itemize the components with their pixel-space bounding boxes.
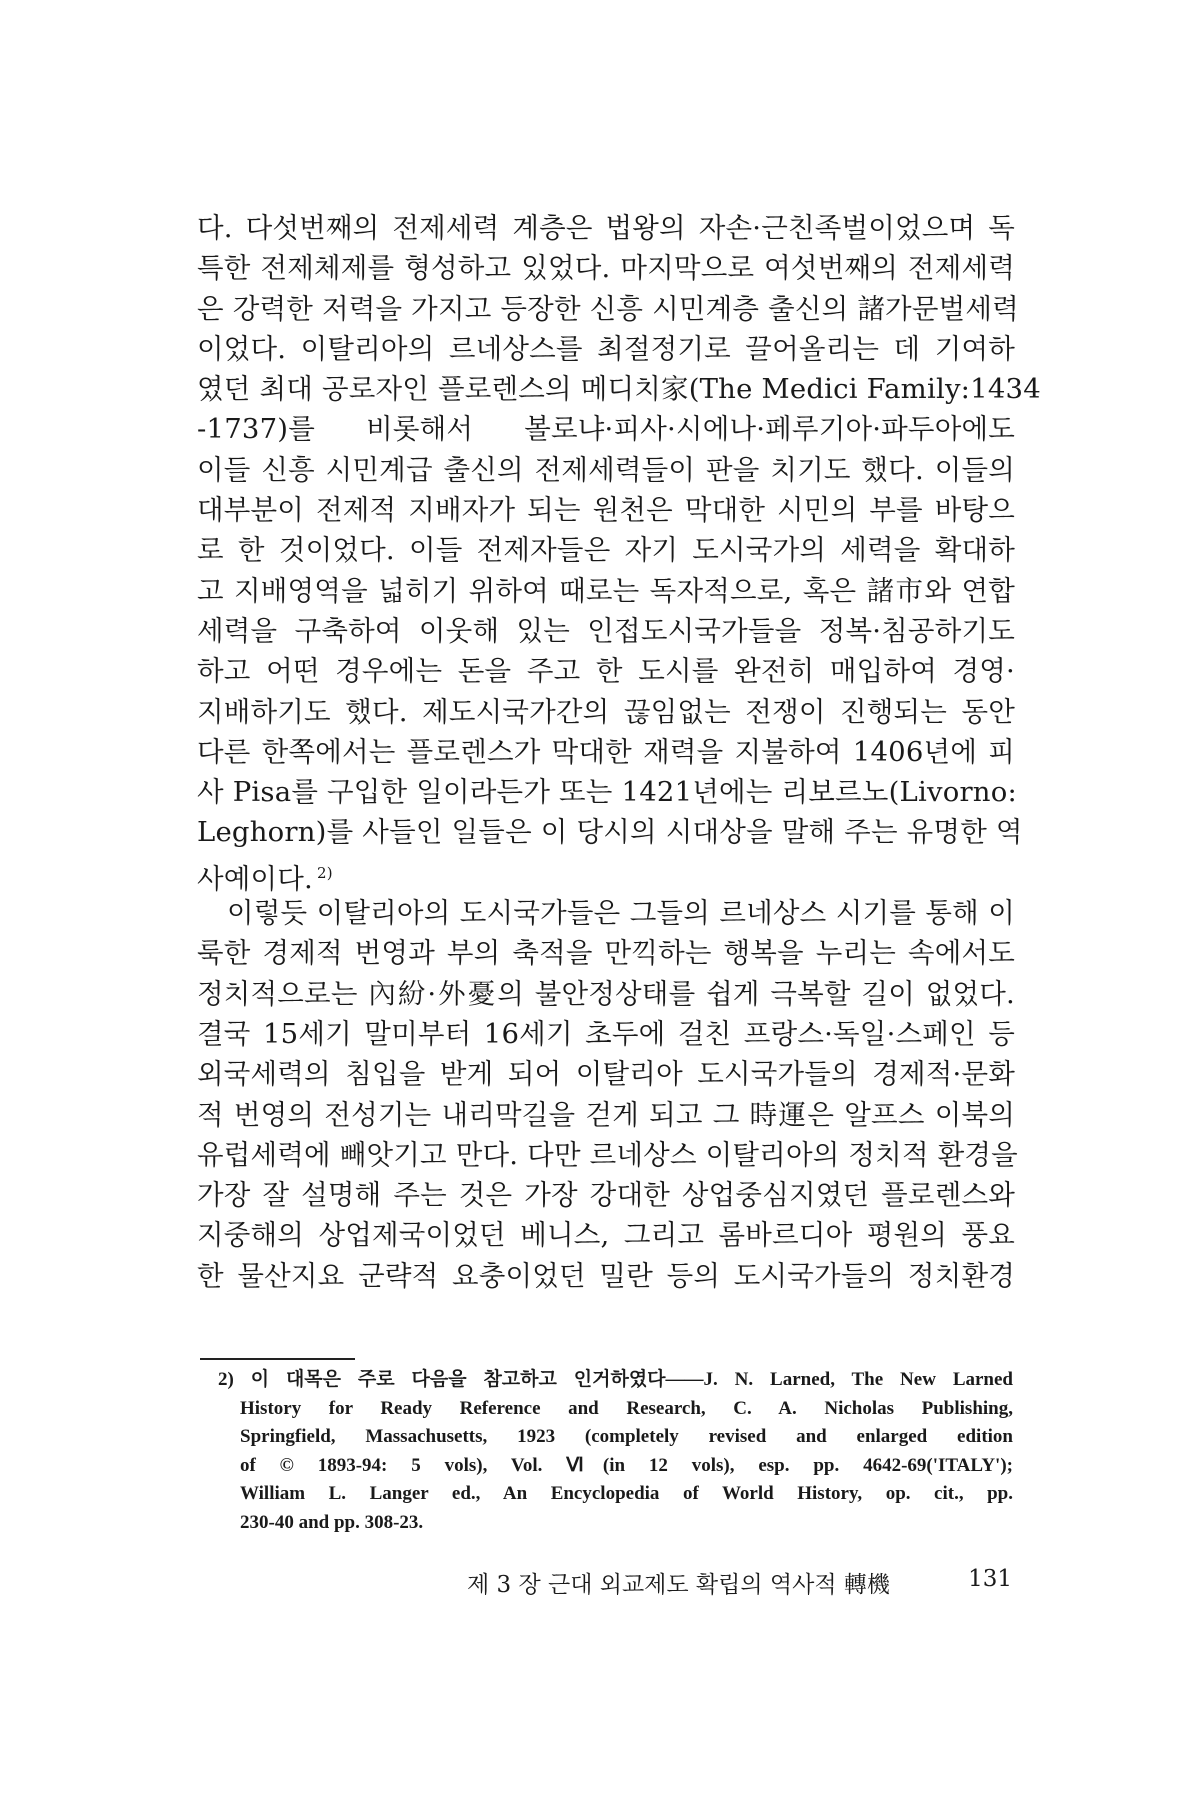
body-line: 사 Pisa를 구입한 일이라든가 또는 1421년에는 리보르노(Livorno: [197,776,1017,809]
body-line: 결국 15세기 말미부터 16세기 초두에 걸친 프랑스·독일·스페인 등 [197,1017,1015,1050]
footnote-line: 230-40 and pp. 308-23. [240,1511,424,1533]
body-line: 다른 한쪽에서는 플로렌스가 막대한 재력을 지불하여 1406년에 피 [197,735,1015,768]
body-line: 특한 전제체제를 형성하고 있었다. 마지막으로 여섯번째의 전제세력 [197,252,1015,285]
body-line: 였던 최대 공로자인 플로렌스의 메디치家(The Medici Family:1434 [197,373,1041,406]
body-line-text: 사예이다. [197,862,314,895]
body-line: 한 물산지요 군략적 요충이었던 밀란 등의 도시국가들의 정치환경 [197,1259,1015,1292]
body-line: 정치적으로는 內紛·外憂의 불안정상태를 쉽게 극복할 길이 없었다. [197,977,1015,1010]
body-line: 은 강력한 저력을 가지고 등장한 신흥 시민계층 출신의 諸가문벌세력 [197,292,1019,325]
body-line: 대부분이 전제적 지배자가 되는 원천은 막대한 시민의 부를 바탕으 [197,494,1015,527]
footnote-line: of © 1893-94: 5 vols), Vol. Ⅵ(in 12 vols), esp. pp. 4642-69('ITALY'); [240,1454,1013,1476]
body-line: 가장 잘 설명해 주는 것은 가장 강대한 상업중심지였던 플로렌스와 [197,1179,1015,1212]
footnote-line: William L. Langer ed., An Encyclopedia of World History, op. cit., pp. [240,1483,1013,1504]
body-line: 유럽세력에 빼앗기고 만다. 다만 르네상스 이탈리아의 정치적 환경을 [197,1138,1018,1171]
paragraph-start-line: 이렇듯 이탈리아의 도시국가들은 그들의 르네상스 시기를 통해 이 [227,897,1015,930]
footnote-line: History for Ready Reference and Research, C. A. Nicholas Publishing, [240,1397,1013,1419]
body-line: -1737)를 비롯해서 볼로냐·피사·시에나·페루기아·파두아에도 [197,413,1015,446]
body-line: 이었다. 이탈리아의 르네상스를 최절정기로 끌어올리는 데 기여하 [197,332,1015,365]
body-line: 세력을 구축하여 이웃해 있는 인접도시국가들을 정복·침공하기도 [197,614,1015,647]
body-line: 지배하기도 했다. 제도시국가간의 끊임없는 전쟁이 진행되는 동안 [197,695,1015,728]
body-line-paragraph-end [197,853,1015,893]
footnote-divider [200,1358,355,1360]
body-line: 로 한 것이었다. 이들 전제자들은 자기 도시국가의 세력을 확대하 [197,534,1015,567]
body-text [197,208,1041,1296]
body-line: 적 번영의 전성기는 내리막길을 걷게 되고 그 時運은 알프스 이북의 [197,1098,1015,1131]
body-line: 지중해의 상업제국이었던 베니스, 그리고 롬바르디아 평원의 풍요 [197,1219,1015,1252]
footnote [218,1366,1013,1537]
body-line: Leghorn)를 사들인 일들은 이 당시의 시대상을 말해 주는 유명한 역 [197,816,1023,849]
body-line: 고 지배영역을 넓히기 위하여 때로는 독자적으로, 혹은 諸市와 연합 [197,574,1015,607]
page-number: 131 [968,1566,1012,1592]
body-line: 하고 어떤 경우에는 돈을 주고 한 도시를 완전히 매입하여 경영· [197,655,1015,688]
chapter-title: 제 3 장 근대 외교제도 확립의 역사적 轉機 [467,1572,890,1598]
body-line: 이들 신흥 시민계급 출신의 전제세력들이 판을 치기도 했다. 이들의 [197,453,1015,486]
body-line: 다. 다섯번째의 전제세력 계층은 법왕의 자손·근친족벌이었으며 독 [197,212,1015,244]
footnote-line: Springfield, Massachusetts, 1923 (completely revised and enlarged edition [240,1426,1013,1447]
footnote-reference[interactable]: 2) [317,863,333,882]
running-footer [467,1566,1012,1599]
body-line: 외국세력의 침입을 받게 되어 이탈리아 도시국가들의 경제적·문화 [197,1058,1015,1091]
footnote-line: 2) 이 대목은 주로 다음을 참고하고 인거하였다——J. N. Larned, The New Larned [218,1369,1013,1390]
body-line: 룩한 경제적 번영과 부의 축적을 만끽하는 행복을 누리는 속에서도 [197,937,1015,970]
